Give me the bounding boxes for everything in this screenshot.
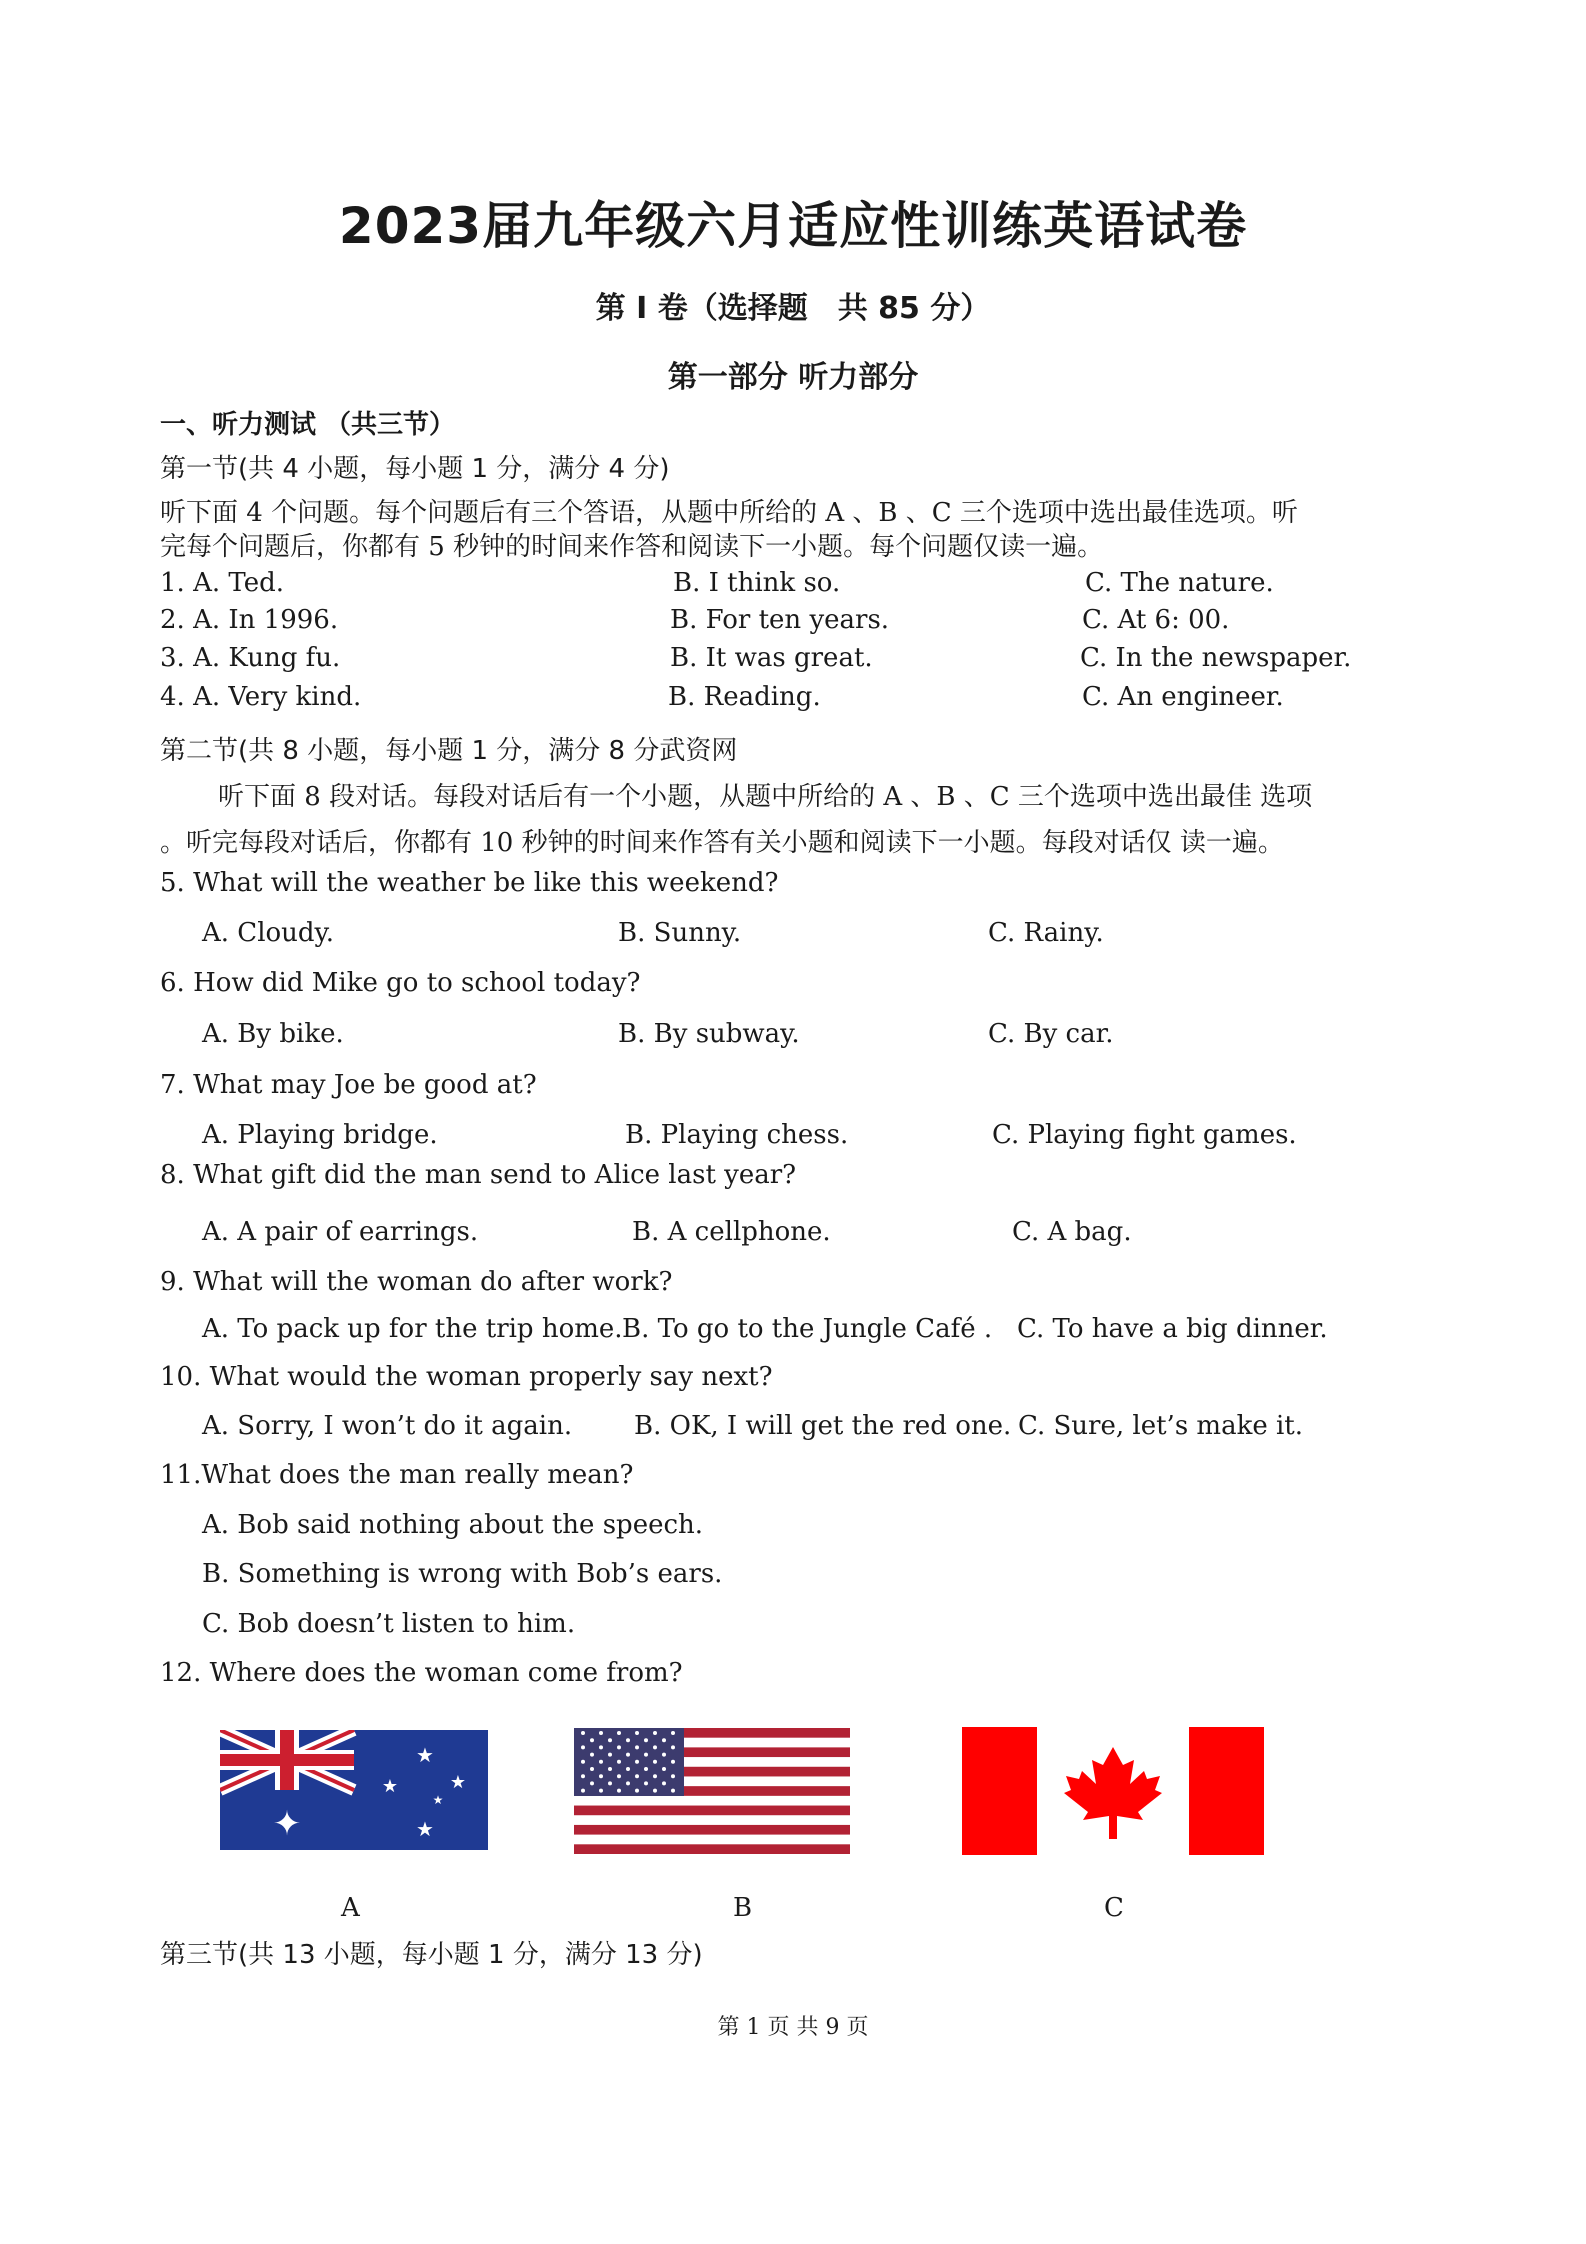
q9-option-b: B. To go to the Jungle Café . xyxy=(622,1314,993,1344)
star-icon xyxy=(626,1738,630,1742)
star-icon xyxy=(671,1731,675,1735)
star-icon xyxy=(590,1767,594,1771)
flag-label-a: A xyxy=(341,1893,360,1923)
star-icon xyxy=(671,1760,675,1764)
q8-option-b: B. A cellphone. xyxy=(632,1217,831,1247)
star-icon: ★ xyxy=(432,1793,444,1807)
flag-stripe xyxy=(574,1806,850,1816)
star-icon xyxy=(608,1738,612,1742)
commonwealth-star-icon: ✦ xyxy=(272,1804,302,1844)
q3-option-c: C. In the newspaper. xyxy=(1080,643,1352,673)
star-icon: ★ xyxy=(449,1772,467,1793)
star-icon xyxy=(671,1789,675,1793)
canada-flag xyxy=(962,1727,1264,1855)
star-icon xyxy=(662,1767,666,1771)
star-icon xyxy=(608,1753,612,1757)
star-icon xyxy=(653,1760,657,1764)
flag-stripe xyxy=(574,1835,850,1845)
sec3-title: 第三节(共 13 小题，每小题 1 分，满分 13 分) xyxy=(160,1940,703,1970)
flag-stripe xyxy=(574,1844,850,1854)
q5-option-b: B. Sunny. xyxy=(618,918,742,948)
star-icon xyxy=(653,1774,657,1778)
q5-stem: 5. What will the weather be like this weekend? xyxy=(160,868,779,898)
flag-stripe xyxy=(574,1796,850,1806)
star-icon xyxy=(599,1731,603,1735)
star-icon xyxy=(635,1745,639,1749)
star-icon xyxy=(617,1731,621,1735)
sec2-title: 第二节(共 8 小题，每小题 1 分，满分 8 分武资网 xyxy=(160,736,738,766)
volume-heading: 第 I 卷（选择题 共 85 分） xyxy=(595,291,991,326)
star-icon xyxy=(671,1774,675,1778)
q7-option-b: B. Playing chess. xyxy=(625,1120,849,1150)
star-icon xyxy=(662,1781,666,1785)
q11-option-a: A. Bob said nothing about the speech. xyxy=(202,1510,704,1540)
sec2-instr-line1: 听下面 8 段对话。每段对话后有一个小题，从题中所给的 A 、B 、C 三个选项中选出最佳 选项 xyxy=(218,782,1313,812)
star-icon xyxy=(581,1745,585,1749)
star-icon xyxy=(626,1781,630,1785)
star-icon: ★ xyxy=(416,1743,434,1767)
star-icon xyxy=(617,1789,621,1793)
star-icon xyxy=(653,1745,657,1749)
star-icon xyxy=(608,1781,612,1785)
q9-option-c: C. To have a big dinner. xyxy=(1017,1314,1328,1344)
q11-option-b: B. Something is wrong with Bob’s ears. xyxy=(202,1559,723,1589)
q3-option-a: 3. A. Kung fu. xyxy=(160,643,341,673)
star-icon xyxy=(653,1731,657,1735)
australia-flag xyxy=(220,1730,488,1850)
q1-option-a: 1. A. Ted. xyxy=(160,568,284,598)
q4-option-b: B. Reading. xyxy=(668,682,821,712)
star-icon xyxy=(626,1767,630,1771)
star-icon: ★ xyxy=(381,1776,399,1797)
star-icon xyxy=(644,1753,648,1757)
q8-option-c: C. A bag. xyxy=(1012,1217,1132,1247)
star-icon xyxy=(653,1789,657,1793)
sec1-instr-line1: 听下面 4 个问题。每个问题后有三个答语，从题中所给的 A 、B 、C 三个选项中选出最佳选项。听 xyxy=(160,498,1298,528)
q8-option-a: A. A pair of earrings. xyxy=(202,1217,479,1247)
star-icon xyxy=(644,1767,648,1771)
star-icon xyxy=(635,1760,639,1764)
q3-option-b: B. It was great. xyxy=(670,643,873,673)
q7-stem: 7. What may Joe be good at? xyxy=(160,1070,537,1100)
q9-stem: 9. What will the woman do after work? xyxy=(160,1267,673,1297)
star-icon xyxy=(581,1760,585,1764)
sec1-instr-line2: 完每个问题后，你都有 5 秒钟的时间来作答和阅读下一小题。每个问题仅读一遍。 xyxy=(160,532,1104,562)
star-icon xyxy=(599,1774,603,1778)
sec1-title: 第一节(共 4 小题，每小题 1 分，满分 4 分) xyxy=(160,454,670,484)
flag-label-c: C xyxy=(1104,1893,1124,1923)
q8-stem: 8. What gift did the man send to Alice last year? xyxy=(160,1160,797,1190)
star-icon xyxy=(599,1760,603,1764)
q11-option-c: C. Bob doesn’t listen to him. xyxy=(202,1609,576,1639)
star-icon xyxy=(635,1789,639,1793)
q7-option-a: A. Playing bridge. xyxy=(202,1120,438,1150)
star-icon xyxy=(608,1767,612,1771)
star-icon xyxy=(590,1738,594,1742)
q7-option-c: C. Playing fight games. xyxy=(992,1120,1297,1150)
star-icon xyxy=(590,1753,594,1757)
q12-stem: 12. Where does the woman come from? xyxy=(160,1658,683,1688)
page-footer: 第 1 页 共 9 页 xyxy=(717,2015,869,2040)
star-icon xyxy=(662,1738,666,1742)
q1-option-b: B. I think so. xyxy=(673,568,841,598)
q10-stem: 10. What would the woman properly say next? xyxy=(160,1362,773,1392)
star-icon xyxy=(635,1731,639,1735)
flag-stripe xyxy=(574,1825,850,1835)
star-icon xyxy=(635,1774,639,1778)
star-icon xyxy=(599,1789,603,1793)
sec2-instr-line2: 。听完每段对话后，你都有 10 秒钟的时间来作答有关小题和阅读下一小题。每段对话仅 读一遍。 xyxy=(160,828,1284,858)
star-icon xyxy=(671,1745,675,1749)
star-icon xyxy=(599,1745,603,1749)
union-jack xyxy=(220,1730,354,1790)
q6-stem: 6. How did Mike go to school today? xyxy=(160,968,641,998)
section-heading: 一、听力测试 （共三节） xyxy=(160,410,456,440)
star-icon xyxy=(617,1760,621,1764)
usa-flag xyxy=(574,1728,850,1854)
star-icon xyxy=(581,1774,585,1778)
q5-option-c: C. Rainy. xyxy=(988,918,1104,948)
q2-option-a: 2. A. In 1996. xyxy=(160,605,339,635)
flag-label-b: B xyxy=(733,1893,753,1923)
q2-option-c: C. At 6: 00. xyxy=(1082,605,1230,635)
star-icon xyxy=(581,1789,585,1793)
q2-option-b: B. For ten years. xyxy=(670,605,890,635)
q5-option-a: A. Cloudy. xyxy=(202,918,335,948)
part-heading: 第一部分 听力部分 xyxy=(667,360,919,395)
q9-option-a: A. To pack up for the trip home. xyxy=(202,1314,623,1344)
q10-option-b: B. OK, I will get the red one. xyxy=(634,1411,1012,1441)
star-icon: ★ xyxy=(416,1817,434,1841)
star-icon xyxy=(644,1738,648,1742)
q6-option-a: A. By bike. xyxy=(202,1019,344,1049)
q6-option-b: B. By subway. xyxy=(618,1019,800,1049)
q10-option-a: A. Sorry, I won’t do it again. xyxy=(202,1411,573,1441)
q1-option-c: C. The nature. xyxy=(1085,568,1274,598)
star-icon xyxy=(590,1781,594,1785)
star-icon xyxy=(617,1745,621,1749)
star-icon xyxy=(581,1731,585,1735)
q4-option-a: 4. A. Very kind. xyxy=(160,682,362,712)
flag-stripe xyxy=(574,1815,850,1825)
star-icon xyxy=(644,1781,648,1785)
q10-option-c: C. Sure, let’s make it. xyxy=(1018,1411,1304,1441)
star-icon xyxy=(617,1774,621,1778)
star-icon xyxy=(626,1753,630,1757)
star-icon xyxy=(662,1753,666,1757)
q6-option-c: C. By car. xyxy=(988,1019,1114,1049)
q4-option-c: C. An engineer. xyxy=(1082,682,1284,712)
q11-stem: 11.What does the man really mean? xyxy=(160,1460,634,1490)
page-title: 2023届九年级六月适应性训练英语试卷 xyxy=(338,197,1248,255)
